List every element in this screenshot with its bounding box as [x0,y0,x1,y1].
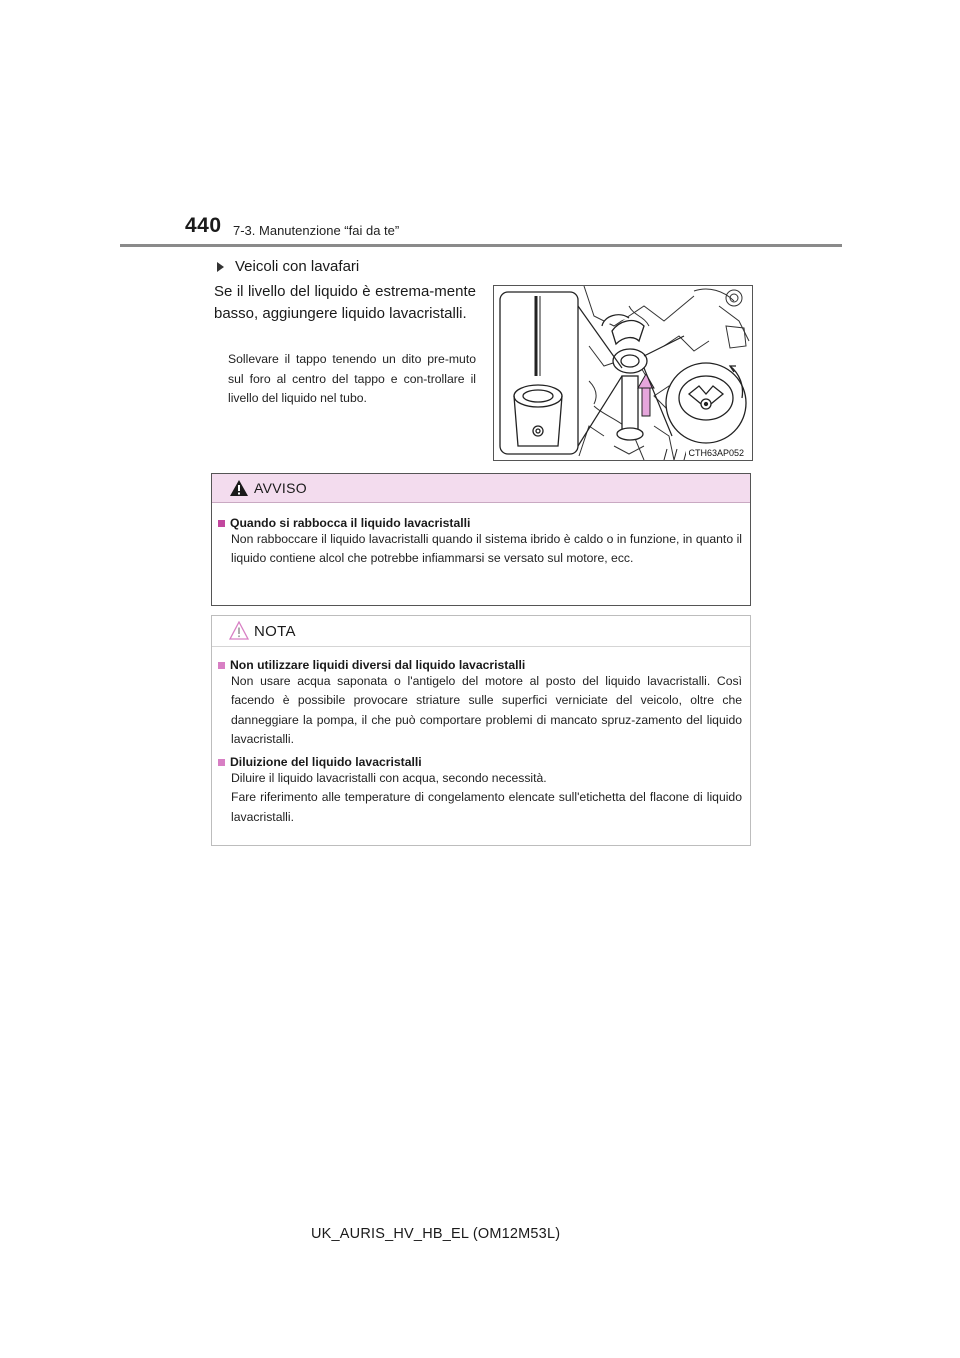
warning-item [218,516,742,569]
warning-item-title-text: Quando si rabbocca il liquido lavacristalli [230,516,471,530]
note-item-body [231,769,742,827]
square-bullet-icon [218,759,225,766]
warning-item-body: Non rabboccare il liquido lavacristalli quando il sistema ibrido è caldo o in funzione, in quanto il liquido contiene alcol che potrebbe infiammarsi se versato sul motore, ecc. [231,532,742,566]
note-item [218,755,742,827]
header-rule [120,244,842,247]
square-bullet-icon [218,520,225,527]
warning-triangle-icon [229,479,249,497]
body-paragraph: Se il livello del liquido è estrema-mente basso, aggiungere liquido lavacristalli. [214,283,476,322]
note-item-title-text: Diluizione del liquido lavacristalli [230,755,422,769]
warning-box [211,473,751,606]
note-item-body-line: Fare riferimento alle temperature di congelamento elencate sull'etichetta del flacone di liquido lavacristalli. [231,790,742,824]
note-item [218,658,742,750]
warning-header [212,474,750,503]
engine-bay-drawing [494,286,752,460]
note-item-title [218,755,742,769]
note-title: NOTA [254,623,296,640]
subheading-text: Veicoli con lavafari [235,258,360,275]
footer-model-code: UK_AURIS_HV_HB_EL (OM12M53L) [311,1226,561,1242]
page-number: 440 [185,214,222,237]
subheading [214,258,359,275]
note-item-title [218,658,742,672]
square-bullet-icon [218,662,225,669]
note-item-body-line: Diluire il liquido lavacristalli con acqua, secondo necessità. [231,771,547,785]
warning-title: AVVISO [254,480,307,496]
note-header [212,616,750,647]
washer-reservoir-illustration [493,285,753,461]
sub-paragraph: Sollevare il tappo tenendo un dito pre-muto sul foro al centro del tappo e con-trollare il livello del liquido nel tubo. [228,352,476,405]
note-item-title-text: Non utilizzare liquidi diversi dal liquido lavacristalli [230,658,526,672]
section-title: 7-3. Manutenzione “fai da te” [233,223,400,238]
note-box [211,615,751,846]
note-item-body: Non usare acqua saponata o l'antigelo del motore al posto del liquido lavacristalli. Così facendo è possibile provocare striature sulle superfici verniciate del veicolo, oltre che danneggiare la pompa, il che può comportare problemi di mancato spruz-zamento del liquido lavacristalli. [231,674,742,747]
caution-triangle-icon [229,621,249,640]
warning-item-title [218,516,742,530]
illustration-code: CTH63AP052 [688,448,744,458]
triangle-bullet-icon [217,262,224,272]
